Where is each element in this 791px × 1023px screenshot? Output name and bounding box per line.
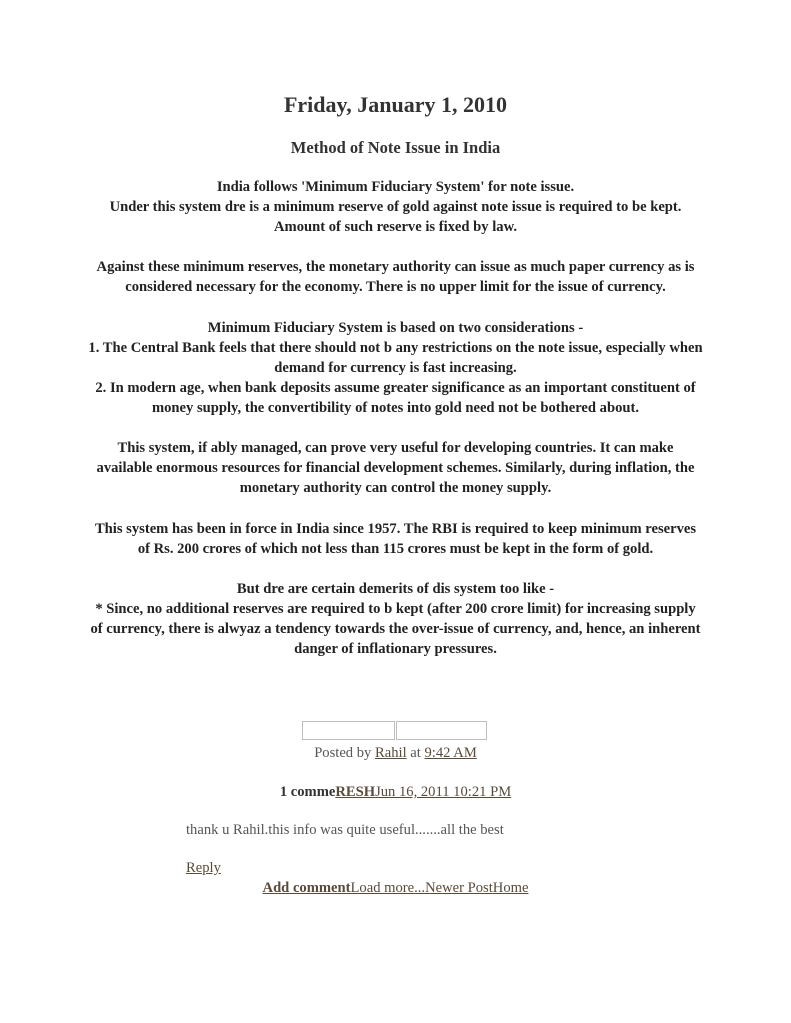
- date-header: Friday, January 1, 2010: [283, 92, 508, 117]
- post-line: India follows 'Minimum Fiduciary System' for note issue.: [216, 179, 575, 195]
- post-paragraph: [88, 519, 703, 559]
- share-button-1[interactable]: [302, 721, 395, 740]
- load-more-link[interactable]: Load more...: [350, 880, 426, 896]
- comment-author-link[interactable]: RESH: [335, 784, 376, 800]
- comments-header: [0, 784, 791, 801]
- post-author-link[interactable]: Rahil: [375, 745, 407, 761]
- post-line: Against these minimum reserves, the monetary authority can issue as much paper currency as is considered necessary for the economy. There is no upper limit for the issue of currency.: [96, 259, 695, 296]
- comment-body: thank u Rahil.this info was quite useful.......all the best: [186, 822, 504, 838]
- post-paragraph: [88, 177, 703, 237]
- newer-post-link[interactable]: Newer Post: [425, 880, 493, 896]
- post-line: This system, if ably managed, can prove very useful for developing countries. It can make available enormous resources for financial development schemes. Similarly, during inflation, the monetary authority can control the money supply.: [96, 440, 695, 497]
- bottom-nav: [0, 880, 791, 897]
- post-paragraph: [88, 438, 703, 498]
- post-title: Method of Note Issue in India: [290, 138, 501, 157]
- reply-link[interactable]: Reply: [186, 860, 221, 876]
- post-line: 2. In modern age, when bank deposits assume greater significance as an important constituent of money supply, the convertibility of notes into gold need not be bothered about.: [95, 379, 696, 417]
- post-line: This system has been in force in India since 1957. The RBI is required to keep minimum reserves of Rs. 200 crores of which not less than 115 crores must be kept in the form of gold.: [94, 520, 697, 557]
- add-comment-link[interactable]: Add comment: [262, 880, 351, 896]
- post-body: [88, 177, 703, 659]
- reply-link-wrap: [186, 860, 221, 877]
- post-paragraph: [88, 257, 703, 297]
- post-line: Minimum Fiduciary System is based on two considerations -: [207, 319, 584, 336]
- post-line: Under this system dre is a minimum reserve of gold against note issue is required to be kept. Amount of such reserve is fixed by law.: [109, 199, 682, 236]
- at-label: at: [410, 745, 421, 761]
- post-line: * Since, no additional reserves are required to b kept (after 200 crore limit) for increasing supply of currency, there is alwyaz a tendency towards the over-issue of currency, and, hence, an inherent danger of inflationary pressures.: [90, 600, 701, 658]
- post-paragraph: [88, 579, 703, 659]
- share-button-2[interactable]: [396, 721, 487, 740]
- post-line: But dre are certain demerits of dis system too like -: [236, 580, 555, 597]
- post-footer: [0, 745, 791, 762]
- comment-timestamp-link[interactable]: Jun 16, 2011 10:21 PM: [375, 784, 512, 800]
- comment-count: 1 comme: [279, 784, 336, 800]
- home-link[interactable]: Home: [492, 880, 529, 896]
- posted-by-label: Posted by: [314, 745, 372, 761]
- post-paragraph: [88, 318, 703, 418]
- post-time-link[interactable]: 9:42 AM: [424, 745, 477, 761]
- post-line: 1. The Central Bank feels that there should not b any restrictions on the note issue, especially when demand for currency is fast increasing.: [88, 339, 703, 376]
